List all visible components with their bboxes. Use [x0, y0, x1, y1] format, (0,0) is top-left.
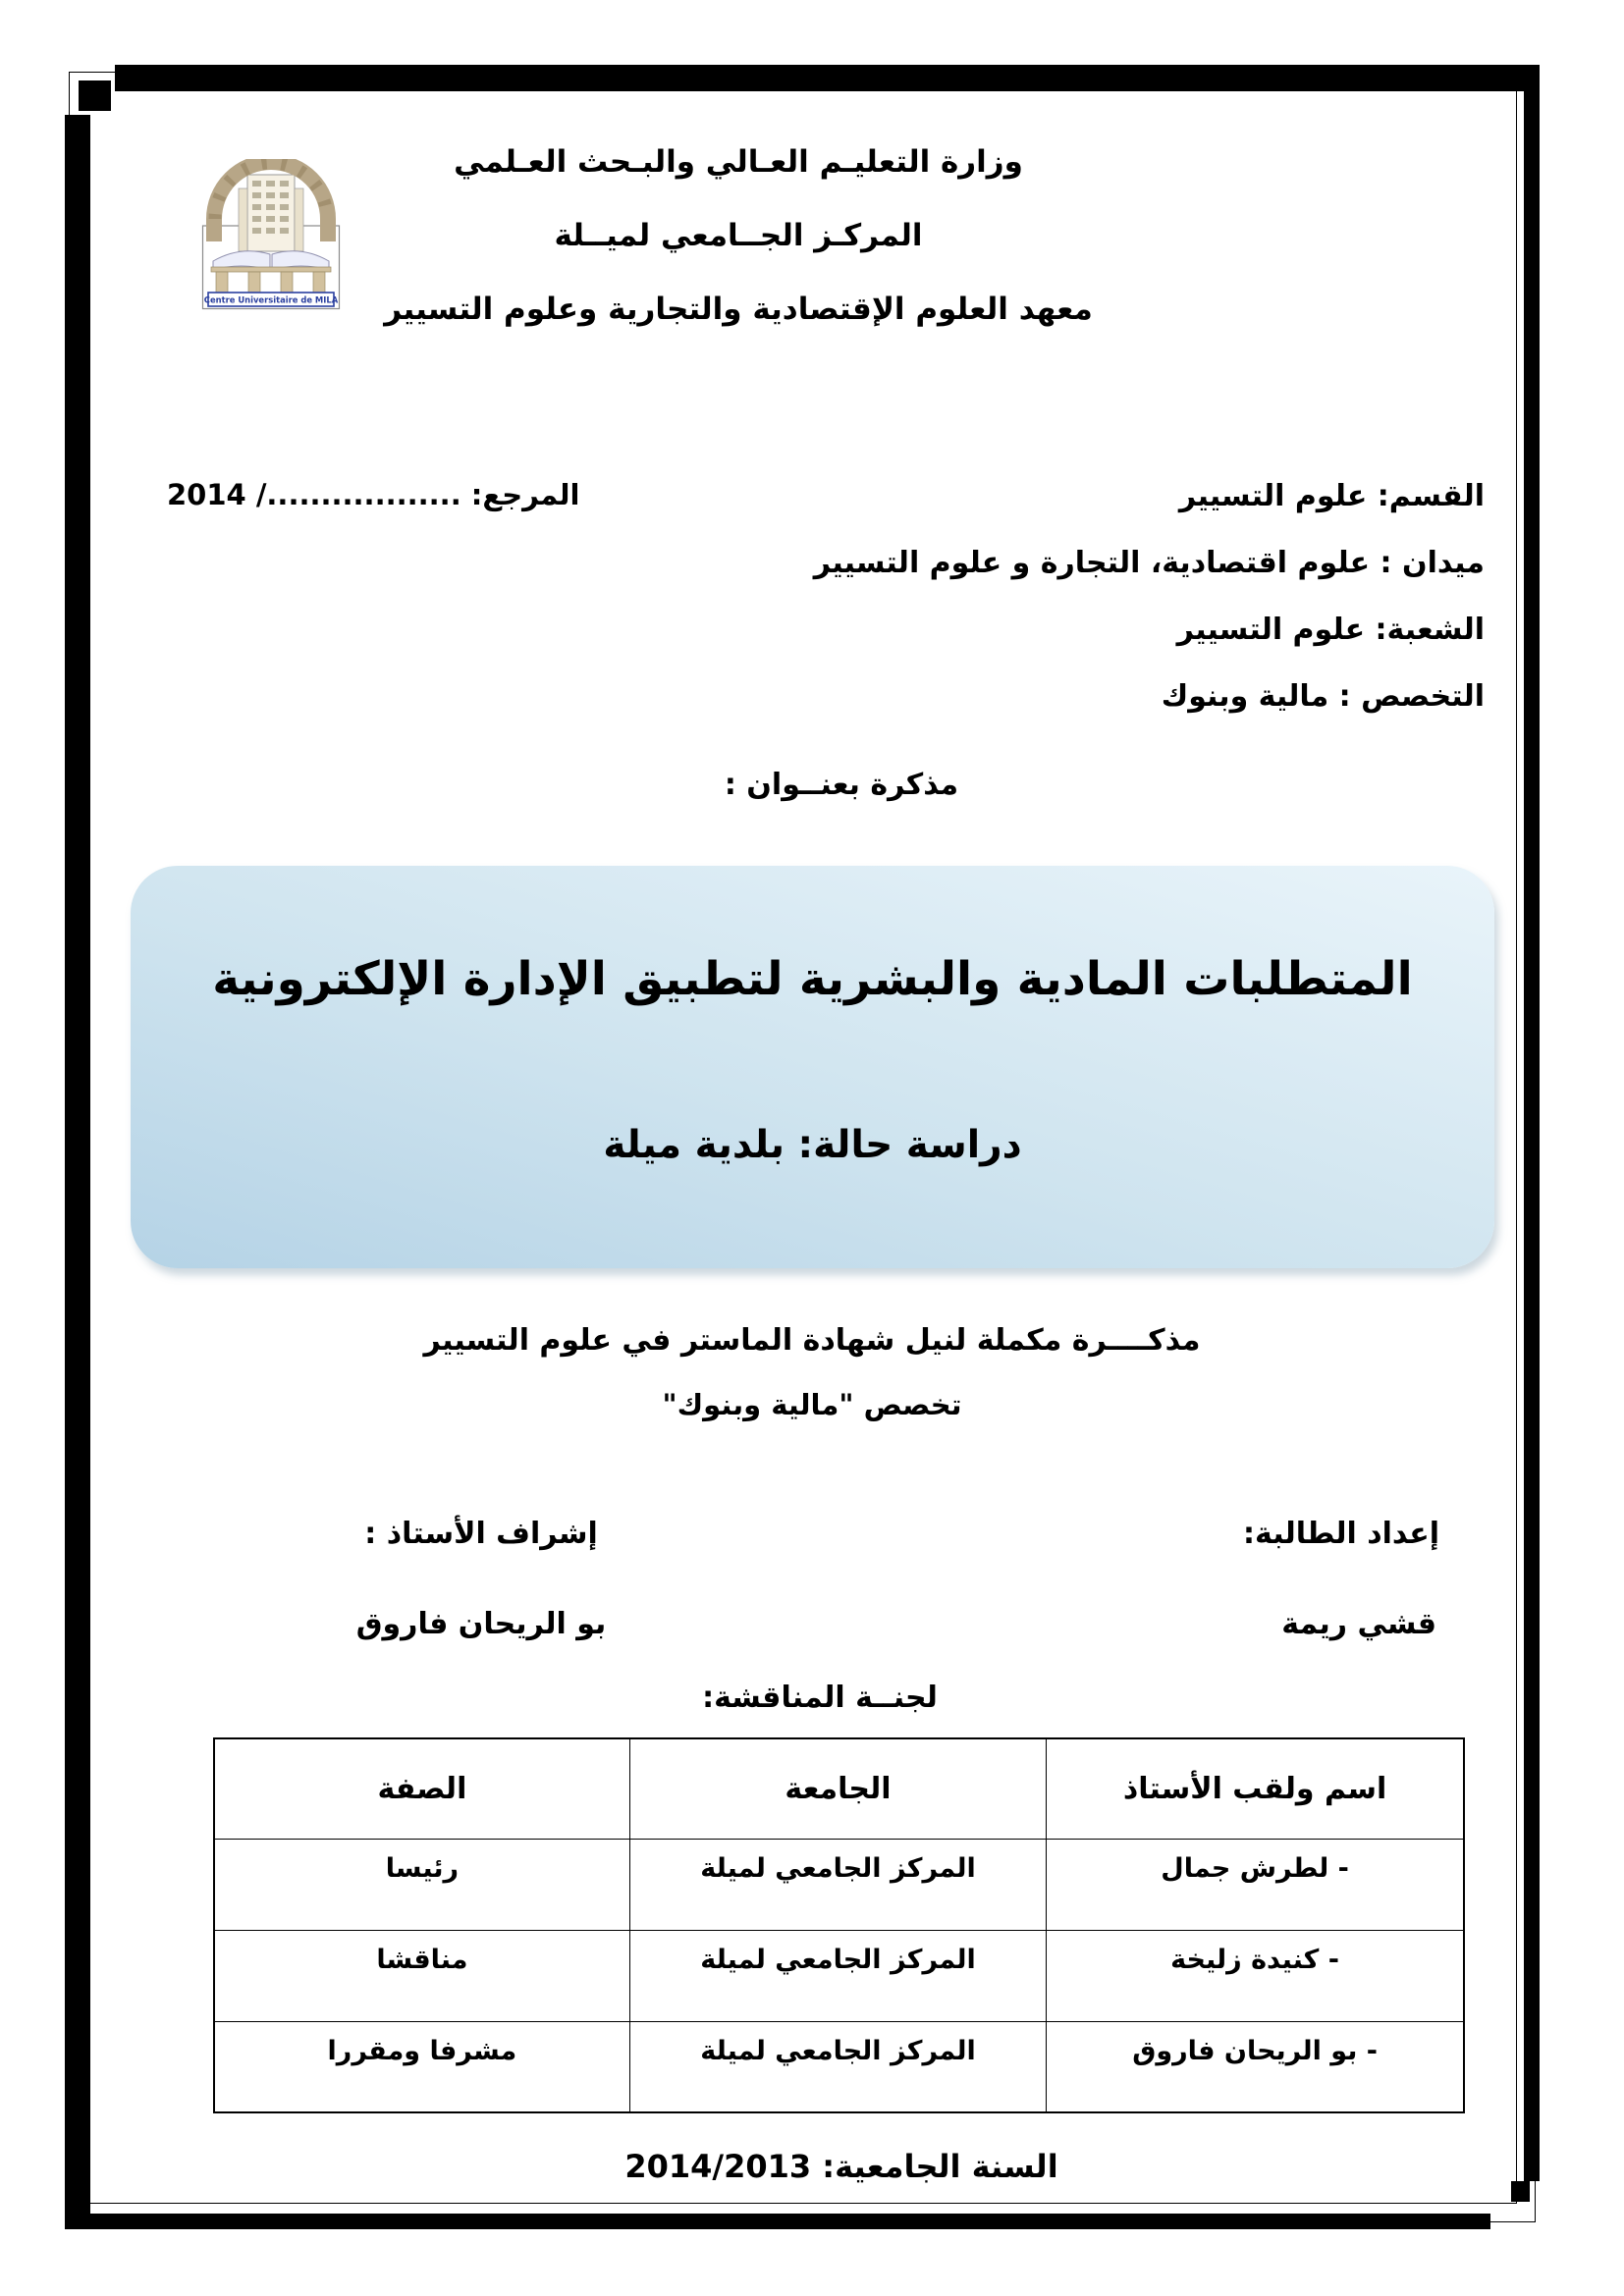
branch-line: الشعبة: علوم التسيير [1176, 613, 1485, 647]
role-cell: رئيسا [214, 1839, 629, 1930]
role-cell: مناقشا [214, 1930, 629, 2021]
page-border-thin-segment-horizontal [1490, 2221, 1536, 2222]
meta-info-block [814, 463, 1485, 730]
ministry-line: وزارة التعليـم العـالي والبـحث العـلمي [454, 144, 1023, 180]
department-line: القسم: علوم التسيير [1178, 479, 1485, 513]
table-row [214, 2021, 1464, 2112]
page-border-thin-segment-vertical [1535, 2181, 1536, 2222]
degree-statement-line2: تخصص "مالية وبنوك" [662, 1388, 962, 1421]
institute-line: معهد العلوم الإقتصادية والتجارية وعلوم التسيير [384, 292, 1093, 327]
page-border-right-band [1524, 65, 1540, 2181]
ministry-header [0, 126, 1477, 347]
thesis-title-box [131, 866, 1494, 1268]
page-border-left-band [65, 115, 90, 2229]
column-header-professor-name: اسم ولقب الأستاذ [1047, 1738, 1464, 1839]
logo-caption-text: Centre Universitaire de MILA [203, 294, 339, 305]
supervisor-name: بو الريحان فاروق [355, 1607, 607, 1641]
supervisor-label: إشراف الأستاذ : [364, 1517, 598, 1551]
table-row [214, 1930, 1464, 2021]
specialty-line: التخصص : مالية وبنوك [1161, 679, 1485, 714]
academic-year-line: السنة الجامعية: 2014/2013 [624, 2148, 1058, 2185]
column-header-university: الجامعة [629, 1738, 1046, 1839]
professor-name-cell: - بو الريحان فاروق [1047, 2021, 1464, 2112]
committee-heading: لجنــة المناقشة: [702, 1681, 938, 1715]
memo-title-label: مذكرة بعنــوان : [724, 768, 959, 802]
degree-statement-line1: مذكــــرة مكملة لنيل شهادة الماستر في علوم التسيير [423, 1323, 1201, 1358]
page-border-corner-step-topleft [79, 80, 111, 111]
committee-table [213, 1737, 1465, 2113]
field-line: ميدان : علوم اقتصادية، التجارة و علوم التسيير [813, 546, 1485, 580]
role-cell: مشرفا ومقررا [214, 2021, 629, 2112]
student-label: إعداد الطالبة: [1243, 1517, 1439, 1551]
university-cell: المركز الجامعي لميلة [629, 1930, 1046, 2021]
thesis-title: المتطلبات المادية والبشرية لتطبيق الإدارة الإلكترونية [212, 952, 1413, 1006]
page-border-bottom-band [65, 2214, 1490, 2229]
professor-name-cell: - كنيدة زليخة [1047, 1930, 1464, 2021]
table-row [214, 1839, 1464, 1930]
university-cell: المركز الجامعي لميلة [629, 1839, 1046, 1930]
university-center-line: المركـز الجــامعي لميــلة [554, 218, 923, 253]
reference-line: المرجع: ................../ 2014 [167, 478, 580, 511]
column-header-role: الصفة [214, 1738, 629, 1839]
professor-name-cell: - لطرش جمال [1047, 1839, 1464, 1930]
student-name: قشي ريمة [1281, 1607, 1436, 1641]
committee-header-row [214, 1738, 1464, 1839]
thesis-subtitle: دراسة حالة: بلدية ميلة [603, 1123, 1022, 1167]
university-cell: المركز الجامعي لميلة [629, 2021, 1046, 2112]
page-border-top-band [115, 65, 1540, 91]
